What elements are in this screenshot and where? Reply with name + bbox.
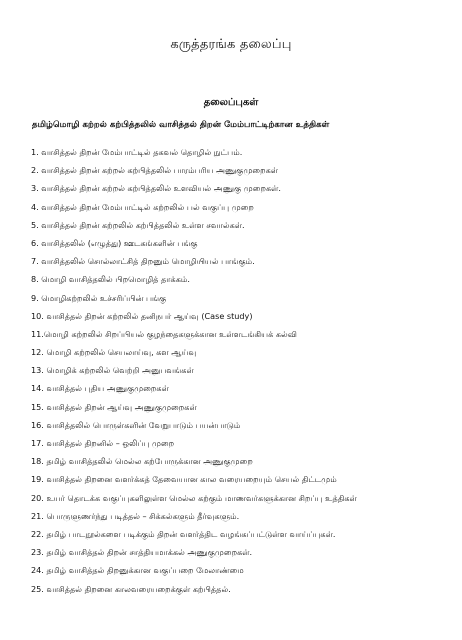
- topic-item-14: 14. வாசித்தல் புதிய அணுகுமுறைகள்: [31, 383, 169, 394]
- topic-item-13: 13. மொழிக் கற்றலில் வெற்றி அனுபவங்கள்: [31, 365, 194, 376]
- topic-item-7: 7. வாசித்தலில் சொல்லாட்சித் திறனும் மொழியியல் பாங்கும்.: [31, 256, 255, 267]
- topic-item-15: 15. வாசித்தல் திறன் ஆய்வு அணுகுமுறைகள்: [31, 401, 197, 412]
- section-subtitle: தலைப்புகள்: [203, 97, 259, 108]
- topic-item-10: 10. வாசித்தல் திறன் கற்றலில் தனிநபர் ஆய்வு (Case study): [31, 310, 253, 321]
- document-title: கருத்தரங்க தலைப்பு: [170, 37, 292, 52]
- topic-item-9: 9. மொழிகற்றலில் உச்சரிப்பின் பங்கு: [31, 292, 167, 303]
- topic-list: [31, 143, 451, 598]
- topic-item-17: 17. வாசித்தல் திறனில் – ஒலிப்பு முறை: [31, 438, 175, 448]
- topic-item-1: 1. வாசித்தல் திறன் மேம்பாட்டில் தகவல் தொழில் நுட்பம்.: [31, 147, 243, 157]
- topic-item-24: 24. தமிழ் வாசித்தல் திறனுக்கான வகுப்பறை மேலாண்மை: [31, 565, 244, 576]
- topic-item-6: 6. வாசித்தலில் (எழுத்து) ஊடகங்களின் பங்கு: [31, 237, 198, 248]
- topic-item-2: 2. வாசித்தல் திறன் கற்றல் கற்பித்தலில் பாரம்பரிய அணுகுமுறைகள்: [31, 165, 279, 176]
- topic-item-3: 3. வாசித்தல் திறன் கற்றல் கற்பித்தலில் உளவியல் அணுகு முறைகள்.: [31, 183, 282, 194]
- topic-item-11: 11.மொழி கற்றலில் சிறப்பியல் குழந்தைகளுக்கான உள்ளடங்கியக் கல்வி: [31, 328, 297, 339]
- topic-item-25: 25. வாசித்தல் திறனை காலவரையறைக்குள் கற்பித்தல்.: [31, 583, 231, 594]
- topic-item-16: 16. வாசித்தலில் பொருள்களின் வேறுபாடும் பயன்பாடும்: [31, 419, 241, 430]
- topic-item-8: 8. மொழி வாசித்தலில் பிறமொழித் தாக்கம்.: [31, 274, 190, 285]
- topic-item-23: 23. தமிழ் வாசித்தல் திறன் சாத்தியமாக்கல் அணுகுமுறைகள்.: [31, 547, 253, 558]
- section-heading: தமிழ்மொழி கற்றல் கற்பித்தலில் வாசித்தல் திறன் மேம்பாட்டிற்கான உத்திகள்: [32, 120, 330, 130]
- topic-item-12: 12. மொழி கற்றலில் செயலாய்வு, கள ஆய்வு: [31, 347, 197, 358]
- topic-item-22: 22. தமிழ் பாடநூல்களை படிக்கும் திறன் வளர்த்திட வழங்கப்பட்டுள்ள வாய்ப்புகள்.: [31, 528, 336, 539]
- topic-item-19: 19. வாசித்தல் திறனை வளர்க்கத் தேவையான கால வரையறையும் செயல் திட்டமும்: [31, 474, 337, 485]
- topic-item-4: 4. வாசித்தல் திறன் மேம்பாட்டில் கற்றலில் பல் வகுப்பு முறை: [31, 201, 254, 212]
- topic-item-18: 18. தமிழ் வாசித்தலில் மெல்ல கற்போருக்கான அணுகுமுறை: [31, 456, 253, 467]
- topic-item-21: 21. பொருளுணர்ந்து படித்தல் – சிக்கல்களும் தீர்வுகளும்.: [31, 510, 240, 521]
- topic-item-20: 20. உயர் தொடக்க வகுப்புகளிலுள்ள மெல்ல கற்கும் மாணவர்களுக்கான சிறப்பு உத்திகள்: [31, 492, 357, 503]
- topic-item-5: 5. வாசித்தல் திறன் கற்றலில் கற்பித்தலில் உள்ள சவால்கள்.: [31, 219, 245, 230]
